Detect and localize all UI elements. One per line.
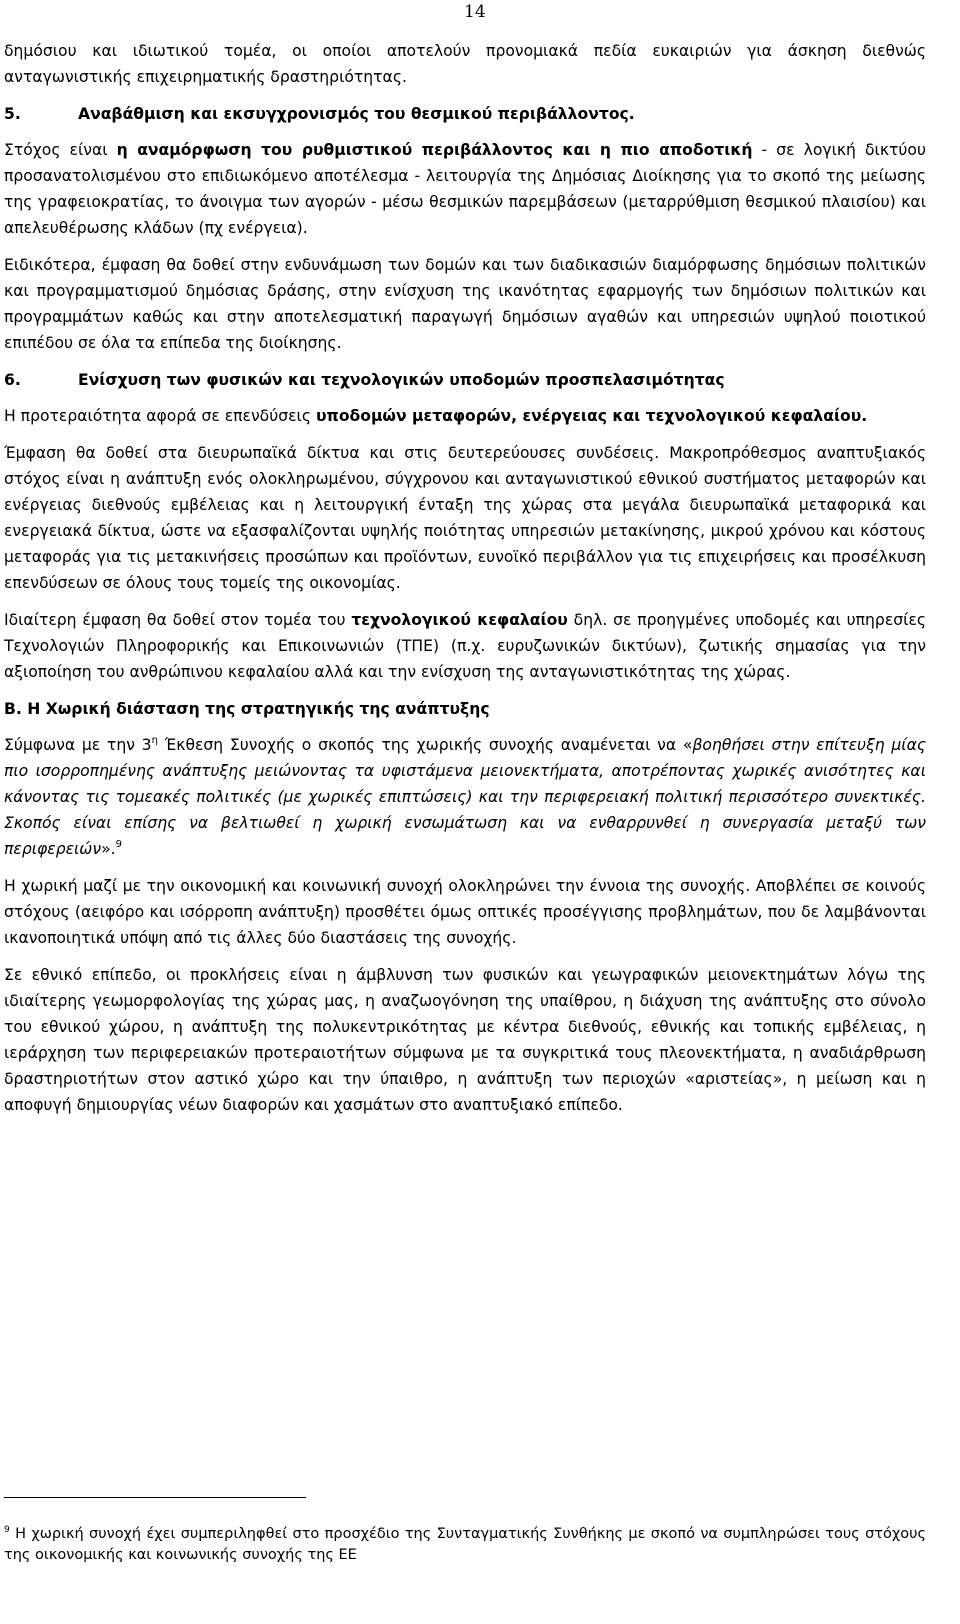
bold-text: τεχνολογικού κεφαλαίου	[351, 611, 568, 629]
paragraph-national-level: Σε εθνικό επίπεδο, οι προκλήσεις είναι η άμβλυνση των φυσικών και γεωγραφικών μειονεκτημάτων λόγω της ιδιαίτερης γεωμορφολογίας της χώρας μας, η αναζωογόνηση της υπαίθρου, η διάχυση της ανάπτυξης στο σύνολο του εθνικού χώρου, η ανάπτυξη της πολυκεντρικότητας με κέντρα διεθνούς, εθνικής και τοπικής εμβέλειας, η ιεράρχηση των περιφερειακών προτεραιοτήτων σύμφωνα με τα συγκριτικά τους πλεονεκτήματα, η αναδιάρθρωση δραστηριοτήτων στον αστικό χώρο και την ύπαιθρο, η ανάπτυξη των περιοχών «αριστείας», η μείωση και η αποφυγή δημιουργίας νέων διαφορών και χασμάτων στο αναπτυξιακό επίπεδο.	[4, 966, 926, 1114]
bold-text: υποδομών μεταφορών, ενέργειας και τεχνολογικού κεφαλαίου.	[315, 407, 868, 425]
heading-section-b: Β. Η Χωρική διάσταση της στρατηγικής της ανάπτυξης	[4, 700, 490, 718]
paragraph-spatial-cohesion: Η χωρική μαζί με την οικονομική και κοινωνική συνοχή ολοκληρώνει την έννοια της συνοχής. Αποβλέπει σε κοινούς στόχους (αειφόρο και ισόρροπη ανάπτυξη) προσθέτει όμως οπτικές προσέγγισης προβλημάτων, που δε λαμβάνονται ικανοποιητικά υπόψη από τις άλλες δύο διαστάσεις της συνοχής.	[4, 877, 926, 947]
heading-number: 5.	[4, 105, 21, 123]
body-text	[4, 38, 926, 1118]
paragraph-priority	[4, 403, 926, 429]
paragraph-goal	[4, 137, 926, 241]
heading-title: Ενίσχυση των φυσικών και τεχνολογικών υποδομών προσπελασιμότητας	[78, 371, 725, 389]
heading-section-5	[4, 101, 926, 127]
text-run: Ιδιαίτερη έμφαση θα δοθεί στον τομέα του	[4, 611, 352, 629]
footnote-divider	[4, 1497, 306, 1498]
page-number: 14	[464, 2, 486, 22]
paragraph-cohesion-report	[4, 732, 926, 862]
text-run: Σύμφωνα με την 3	[4, 736, 152, 754]
heading-section-6	[4, 367, 926, 393]
paragraph-networks: Έμφαση θα δοθεί στα διευρωπαϊκά δίκτυα και στις δευτερεύουσες συνδέσεις. Μακροπρόθεσμος αναπτυξιακός στόχος είναι η ανάπτυξη ενός ολοκληρωμένου, σύγχρονου και ανταγωνιστικού εθνικού συστήματος μεταφορών και ενέργειας διεθνούς εμβέλειας και η λειτουργική ένταξη της χώρας στα μεγάλα διευρωπαϊκά μεταφορικά και ενεργειακά δίκτυα, ώστε να εξασφαλίζονται υψηλής ποιότητας υπηρεσιών μετακίνησης, μικρού χρόνου και κόστους μεταφοράς για τις μετακινήσεις προσώπων και προϊόντων, ευνοϊκό περιβάλλον για τις επιχειρήσεις και προσέλκυση επενδύσεων σε όλους τους τομείς της οικονομίας.	[4, 444, 926, 592]
text-run: - σε λογική δικτύου προσανατολισμένου στο επιδιωκόμενο αποτέλεσμα - λειτουργία της Δημόσιας Διοίκησης για το σκοπό της μείωσης της γραφειοκρατίας, το άνοιγμα των αγορών - μέσω θεσμικών παρεμβάσεων (μεταρρύθμιση θεσμικού πλαισίου) και απελευθέρωσης κλάδων (πχ ενέργεια).	[4, 141, 926, 237]
heading-title: Αναβάθμιση και εκσυγχρονισμός του θεσμικού περιβάλλοντος.	[78, 105, 635, 123]
paragraph-intro: δημόσιου και ιδιωτικού τομέα, οι οποίοι αποτελούν προνομιακά πεδία ευκαιριών για άσκηση διεθνώς ανταγωνιστικής επιχειρηματικής δραστηριότητας.	[4, 42, 926, 86]
text-run: ».	[101, 840, 116, 858]
text-run: Η προτεραιότητα αφορά σε επενδύσεις	[4, 407, 316, 425]
italic-quote: βοηθήσει στην επίτευξη μίας πιο ισορροπημένης ανάπτυξης μειώνοντας τα υφιστάμενα μειονεκτήματα, αποτρέποντας χωρικές ανισότητες και κάνοντας τις τομεακές πολιτικές (με χωρικές επιπτώσεις) και την περιφερειακή πολιτική περισσότερο συνεκτικές. Σκοπός είναι επίσης να βελτιωθεί η χωρική ενσωμάτωση και να ενθαρρυνθεί η συνεργασία μεταξύ των περιφερειών	[4, 736, 927, 858]
footnote-text: Η χωρική συνοχή έχει συμπεριληφθεί στο προσχέδιο της Συνταγματικής Συνθήκης με σκοπό να συμπληρώσει τους στόχους της οικονομικής και κοινωνικής συνοχής της ΕΕ	[4, 1526, 927, 1563]
text-run: Στόχος είναι	[4, 141, 117, 159]
bold-text: η αναμόρφωση του ρυθμιστικού περιβάλλοντος και η πιο αποδοτική	[116, 141, 753, 159]
superscript: η	[151, 735, 158, 746]
footnote	[4, 1524, 926, 1566]
paragraph-tech-capital	[4, 607, 926, 685]
heading-number: 6.	[4, 371, 21, 389]
text-run: Έκθεση Συνοχής ο σκοπός της χωρικής συνοχής αναμένεται να «	[157, 736, 693, 754]
text-run: δηλ. σε προηγμένες υποδομές και υπηρεσίες Τεχνολογιών Πληροφορικής και Επικοινωνιών (ΤΠΕ) (π.χ. ευρυζωνικών δικτύων), ζωτικής σημασίας για την αξιοποίηση του ανθρώπινου κεφαλαίου αλλά και την ενίσχυση της ανταγωνιστικότητας της χώρας.	[4, 611, 927, 681]
paragraph-specifically: Ειδικότερα, έμφαση θα δοθεί στην ενδυνάμωση των δομών και των διαδικασιών διαμόρφωσης δημόσιων πολιτικών και προγραμματισμού δημόσιας δράσης, στην ενίσχυση της ικανότητας εφαρμογής των δημόσιων πολιτικών και προγραμμάτων καθώς και στην αποτελεσματική παραγωγή δημόσιων αγαθών και υπηρεσιών υψηλού ποιοτικού επιπέδου σε όλα τα επίπεδα της διοίκησης.	[4, 256, 926, 352]
footnote-reference[interactable]: 9	[115, 839, 122, 850]
footnote-number: 9	[4, 1525, 10, 1535]
